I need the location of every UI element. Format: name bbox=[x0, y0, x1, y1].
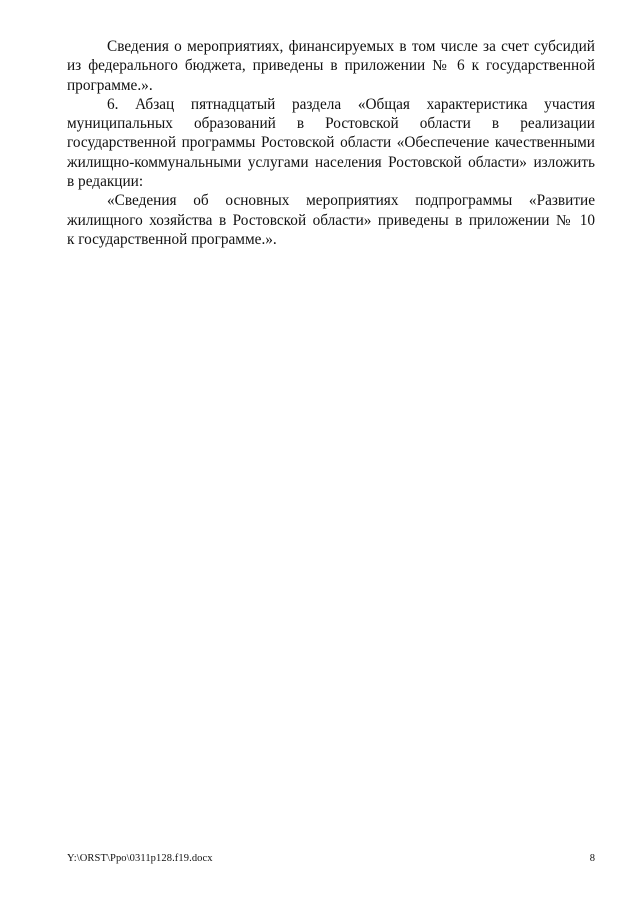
document-body bbox=[67, 37, 595, 249]
page-number: 8 bbox=[589, 853, 595, 864]
text-line: государственной программы Ростовской области «Обеспечение качественными bbox=[67, 134, 595, 152]
text-line: из федерального бюджета, приведены в приложении № 6 к государственной bbox=[67, 57, 595, 75]
text-line: в редакции: bbox=[67, 173, 144, 191]
text-line: «Сведения об основных мероприятиях подпрограммы «Развитие bbox=[107, 192, 595, 210]
text-line: 6. Абзац пятнадцатый раздела «Общая характеристика участия bbox=[107, 95, 595, 113]
text-line: к государственной программе.». bbox=[67, 230, 277, 248]
text-line: муниципальных образований в Ростовской области в реализации bbox=[67, 115, 595, 133]
text-line: жилищного хозяйства в Ростовской области» приведены в приложении № 10 bbox=[67, 211, 595, 229]
footer-file-path: Y:\ORST\Ppo\0311p128.f19.docx bbox=[67, 853, 213, 864]
paragraph-subsidies-info bbox=[67, 37, 595, 95]
paragraph-item-6 bbox=[67, 95, 595, 191]
text-line: жилищно-коммунальными услугами населения Ростовской области» изложить bbox=[67, 153, 595, 171]
paragraph-quoted-replacement bbox=[67, 191, 595, 249]
text-line: Сведения о мероприятиях, финансируемых в том числе за счет субсидий bbox=[107, 38, 595, 55]
text-line: программе.». bbox=[67, 76, 153, 94]
